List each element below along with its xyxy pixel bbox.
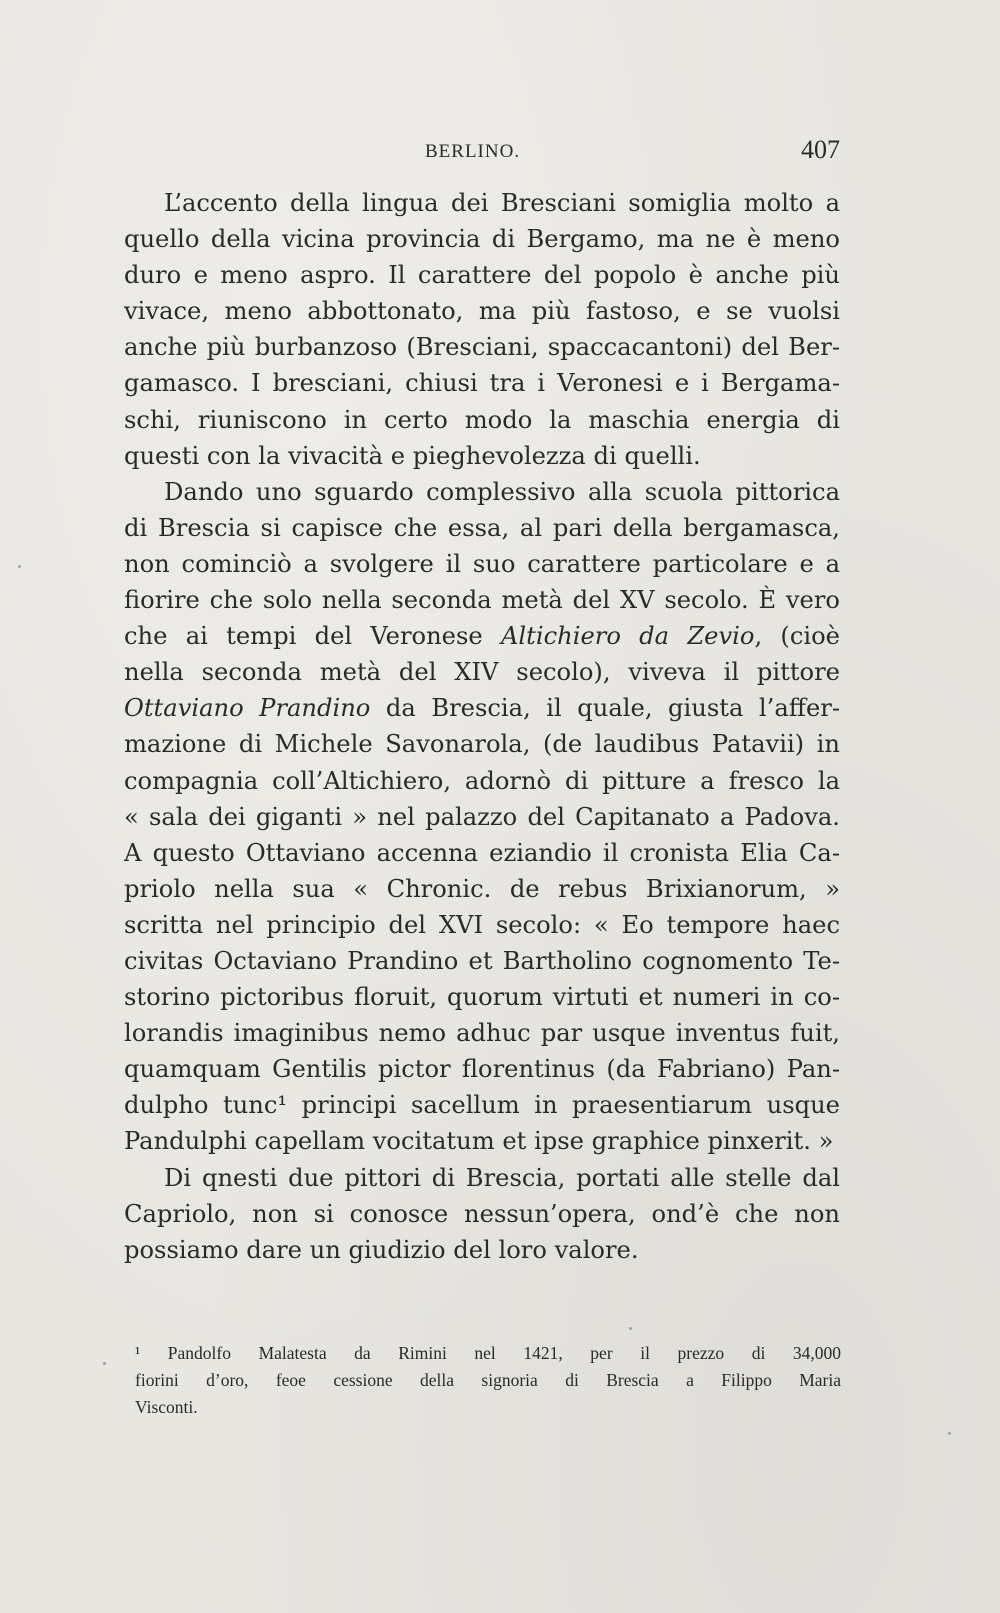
paper-speck <box>103 1362 106 1365</box>
text-line: compagnia coll’Altichiero, adornò di pitture a fresco la <box>124 766 840 795</box>
text-line: anche più burbanzoso (Bresciani, spaccacantoni) del Ber- <box>124 333 840 362</box>
paper-speck <box>629 1327 632 1330</box>
text-line: fiorire che solo nella seconda metà del XV secolo. È vero <box>124 586 840 615</box>
footnotes <box>135 1340 841 1421</box>
text-line: lorandis imaginibus nemo adhuc par usque inventus fuit, <box>124 1019 840 1048</box>
text-line: Ottaviano Prandino da Brescia, il quale, giusta l’affer- <box>124 694 840 723</box>
text-line: mazione di Michele Savonarola, (de laudibus Patavii) in <box>124 730 840 759</box>
paper-speck <box>948 1432 951 1435</box>
text-line: questi con la vivacità e pieghevolezza di quelli. <box>124 441 701 470</box>
text-line: dulpho tunc¹ principi sacellum in praesentiarum usque <box>124 1091 840 1120</box>
text-line: « sala dei giganti » nel palazzo del Capitanato a Padova. <box>124 802 840 831</box>
text-line: non cominciò a svolgere il suo carattere particolare e a <box>124 549 840 578</box>
text-line: schi, riuniscono in certo modo la maschia energia di <box>124 405 840 434</box>
text-line: duro e meno aspro. Il carattere del popolo è anche più <box>124 261 840 290</box>
text-line: storino pictoribus floruit, quorum virtuti et numeri in co- <box>124 983 840 1012</box>
text-line: scritta nel principio del XVI secolo: « Eo tempore haec <box>124 910 840 939</box>
text-line: che ai tempi del Veronese Altichiero da Zevio, (cioè <box>124 622 840 651</box>
footnote-line: fiorini d’oro, feoe cessione della signoria di Brescia a Filippo Maria <box>135 1370 841 1390</box>
italic-name: Ottaviano Prandino <box>124 694 371 723</box>
italic-name: Altichiero da Zevio <box>500 622 755 651</box>
running-head-title: BERLINO. <box>425 141 521 162</box>
body-text <box>124 185 840 1268</box>
page-number: 407 <box>801 135 840 164</box>
text-line: Capriolo, non si conosce nessun’opera, ond’è che non <box>124 1199 840 1228</box>
running-head <box>125 135 840 175</box>
text-line: priolo nella sua « Chronic. de rebus Brixianorum, » <box>124 874 840 903</box>
text-line: civitas Octaviano Prandino et Bartholino cognomento Te- <box>124 946 840 975</box>
paper-speck <box>18 565 21 568</box>
text-line: Pandulphi capellam vocitatum et ipse graphice pinxerit. » <box>124 1127 834 1156</box>
text-line: quello della vicina provincia di Bergamo, ma ne è meno <box>124 225 840 254</box>
text-line: Dando uno sguardo complessivo alla scuola pittorica <box>164 477 840 506</box>
footnote-line: Visconti. <box>135 1397 198 1417</box>
text-line: quamquam Gentilis pictor florentinus (da Fabriano) Pan- <box>124 1055 840 1084</box>
text-line: L’accento della lingua dei Bresciani somiglia molto a <box>164 189 840 217</box>
text-line: A questo Ottaviano accenna eziandio il cronista Elia Ca- <box>124 838 840 867</box>
text-line: possiamo dare un giudizio del loro valore. <box>124 1235 639 1264</box>
text-line: nella seconda metà del XIV secolo), viveva il pittore <box>124 658 840 687</box>
text-line: Di qnesti due pittori di Brescia, portati alle stelle dal <box>164 1163 840 1192</box>
text-line: di Brescia si capisce che essa, al pari della bergamasca, <box>124 513 840 542</box>
footnote-line: ¹ Pandolfo Malatesta da Rimini nel 1421, per il prezzo di 34,000 <box>135 1343 841 1363</box>
text-line: gamasco. I bresciani, chiusi tra i Veronesi e i Bergama- <box>124 369 840 398</box>
text-line: vivace, meno abbottonato, ma più fastoso, e se vuolsi <box>124 297 840 326</box>
